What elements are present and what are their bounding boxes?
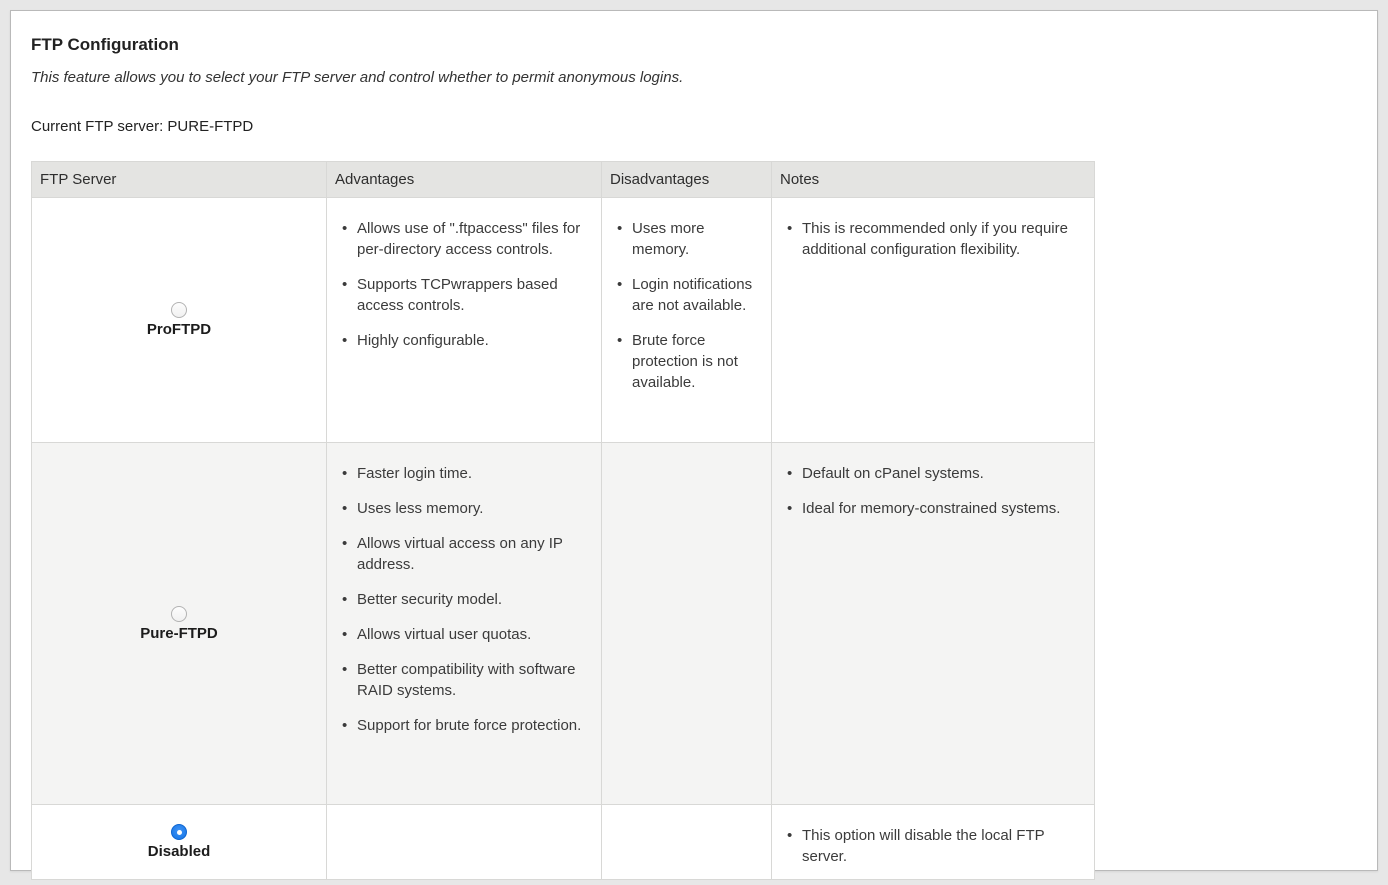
table-row-proftpd (32, 198, 1095, 443)
notes-list-disabled (780, 825, 1084, 867)
list-item: • This option will disable the local FTP server. (780, 825, 1084, 867)
column-header-disadvantages: Disadvantages (602, 162, 772, 198)
notes-cell-proftpd (772, 198, 1095, 443)
advantages-cell-disabled (327, 805, 602, 880)
page-description: This feature allows you to select your FTP server and control whether to permit anonymous logins. (31, 69, 684, 86)
ftp-configuration-panel (10, 10, 1378, 871)
advantages-list-pure-ftpd (335, 463, 591, 736)
list-item: • Supports TCPwrappers based access controls. (335, 274, 591, 316)
notes-list-proftpd (780, 218, 1084, 260)
advantages-cell-proftpd (327, 198, 602, 443)
disadvantages-list-proftpd (610, 218, 761, 393)
column-header-notes: Notes (772, 162, 1095, 198)
column-header-advantages: Advantages (327, 162, 602, 198)
list-item: • This is recommended only if you require additional configuration flexibility. (780, 218, 1084, 260)
page-title: FTP Configuration (31, 35, 179, 54)
list-item: • Login notifications are not available. (610, 274, 761, 316)
current-ftp-server-text: Current FTP server: PURE-FTPD (31, 118, 254, 135)
disadvantages-cell-pure-ftpd (602, 443, 772, 805)
list-item: • Allows use of ".ftpaccess" files for per-directory access controls. (335, 218, 591, 260)
radio-pure-ftpd[interactable] (171, 606, 187, 622)
list-item: • Uses less memory. (335, 498, 591, 519)
server-cell-proftpd (32, 198, 327, 443)
server-option-pure-ftpd[interactable] (32, 606, 326, 642)
server-option-disabled[interactable] (32, 824, 326, 860)
list-item: • Better security model. (335, 589, 591, 610)
table-row-disabled (32, 805, 1095, 880)
column-header-ftp-server: FTP Server (32, 162, 327, 198)
server-label-pure-ftpd[interactable]: Pure-FTPD (140, 624, 218, 642)
server-label-disabled[interactable]: Disabled (147, 843, 211, 860)
table-header-row (32, 162, 1095, 198)
disadvantages-cell-disabled (602, 805, 772, 880)
list-item: • Allows virtual access on any IP address. (335, 533, 591, 575)
list-item: • Faster login time. (335, 463, 591, 484)
server-cell-disabled (32, 805, 327, 880)
server-cell-pure-ftpd (32, 443, 327, 805)
list-item: • Allows virtual user quotas. (335, 624, 591, 645)
radio-proftpd[interactable] (171, 302, 187, 318)
list-item: • Better compatibility with software RAID systems. (335, 659, 591, 701)
list-item: • Brute force protection is not available. (610, 330, 761, 393)
list-item: • Ideal for memory-constrained systems. (780, 498, 1084, 519)
disadvantages-cell-proftpd (602, 198, 772, 443)
ftp-server-table (31, 161, 1095, 880)
list-item: • Support for brute force protection. (335, 715, 591, 736)
advantages-cell-pure-ftpd (327, 443, 602, 805)
list-item: • Highly configurable. (335, 330, 591, 351)
server-option-proftpd[interactable] (32, 302, 326, 338)
list-item: • Default on cPanel systems. (780, 463, 1084, 484)
list-item: • Uses more memory. (610, 218, 761, 260)
server-label-proftpd[interactable]: ProFTPD (146, 321, 212, 338)
notes-cell-pure-ftpd (772, 443, 1095, 805)
radio-disabled-selected[interactable] (171, 824, 187, 840)
notes-list-pure-ftpd (780, 463, 1084, 519)
table-row-pure-ftpd (32, 443, 1095, 805)
advantages-list-proftpd (335, 218, 591, 351)
notes-cell-disabled (772, 805, 1095, 880)
